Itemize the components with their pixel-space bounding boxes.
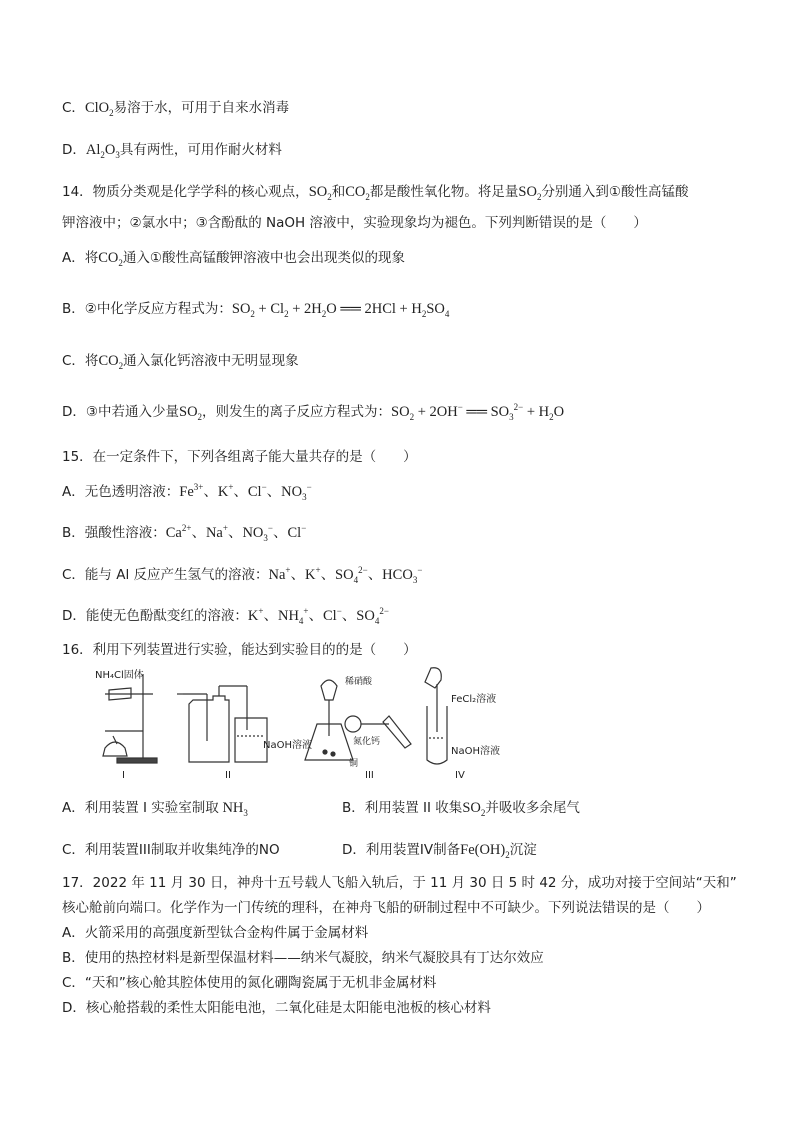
option-text: C．将 — [62, 353, 99, 369]
ions: Na+、K+、$SO_4^{2-}$、$HCO_3^-$ — [268, 565, 423, 585]
formula: $SO_2$ — [518, 184, 542, 202]
formula: ClO$_2$ — [84, 100, 114, 118]
stem-text: 和 — [331, 184, 346, 200]
q13-option-c — [62, 99, 289, 117]
label-II: II — [225, 770, 231, 781]
q17-option-d: D．核心舱搭载的柔性太阳能电池，二氧化硅是太阳能电池板的核心材料 — [62, 1000, 491, 1016]
option-text: D．能使无色酚酞变红的溶液： — [62, 608, 248, 624]
q16-option-c: C．利用装置III制取并收集纯净的NO — [62, 842, 280, 858]
option-text: C．能与 Al 反应产生氢气的溶液： — [62, 567, 269, 583]
option-text: 并吸收多余尾气 — [485, 800, 580, 816]
formula: $SO_2$ — [462, 800, 486, 818]
q14-option-c — [62, 352, 299, 370]
q16-option-a — [62, 799, 248, 817]
formula: $CO_2$ — [98, 353, 124, 371]
option-text: 通入氯化钙溶液中无明显现象 — [123, 353, 299, 369]
apparatus-1 — [103, 674, 157, 763]
option-text: 通入①酸性高锰酸钾溶液中也会出现类似的现象 — [122, 250, 406, 266]
label-III: III — [365, 770, 374, 781]
apparatus-3 — [305, 680, 411, 760]
option-text: B．强酸性溶液： — [62, 525, 166, 541]
q15-stem: 15．在一定条件下，下列各组离子能大量共存的是（ ） — [62, 449, 417, 465]
label-naoh2: NaOH溶液 — [451, 746, 500, 757]
label-copper: 铜 — [349, 759, 359, 769]
formula: $CO_2$ — [98, 250, 123, 268]
option-text: B．②中化学反应方程式为： — [62, 301, 232, 317]
label-nitrogen: 氮化钙 — [353, 737, 381, 747]
option-text: A．无色透明溶液： — [62, 484, 180, 500]
label-fecl2: FeCl₂溶液 — [451, 694, 497, 705]
equation: $SO_2 + Cl_2 + 2H_2O$ ══ $2HCl + H_2SO_4$ — [231, 301, 450, 319]
equation: $SO_2 + 2OH^-$ ══ $SO_3^{2-} + H_2O$ — [391, 402, 565, 422]
option-label: D． — [62, 142, 86, 158]
q16-option-b — [342, 799, 580, 817]
q16-stem: 16．利用下列装置进行实验，能达到实验目的的是（ ） — [62, 642, 417, 658]
q17-option-a: A．火箭采用的高强度新型钛合金构件属于金属材料 — [62, 925, 369, 941]
option-label: C． — [62, 100, 85, 116]
label-IV: IV — [455, 770, 465, 781]
ions: $Ca^{2+}$、Na+、$NO_3^-$、Cl− — [165, 523, 307, 543]
label-dilute-acid: 稀硝酸 — [345, 677, 373, 687]
stem-text: 分别通入到①酸性高锰酸 — [541, 184, 689, 200]
option-text: D．③中若通入少量 — [62, 404, 179, 420]
q17-stem-line1: 17．2022 年 11 月 30 日，神舟十五号载人飞船入轨后，于 11 月 30 日 5 时 42 分，成功对接于空间站“天和” — [62, 875, 737, 891]
q14-option-a — [62, 249, 405, 267]
option-text: 沉淀 — [509, 842, 537, 858]
option-text: 具有两性，可用作耐火材料 — [119, 142, 282, 158]
stem-text: 14．物质分类观是化学学科的核心观点， — [62, 184, 309, 200]
option-text: D．利用装置IV制备 — [342, 842, 461, 858]
ions: $Fe^{3+}$、K+、Cl−、$NO_3^-$ — [179, 482, 312, 502]
option-text: B．利用装置 II 收集 — [342, 800, 463, 816]
q14-option-b — [62, 300, 449, 318]
q15-option-a — [62, 483, 312, 501]
option-text: A．利用装置 I 实验室制取 — [62, 800, 219, 816]
q15-option-c — [62, 566, 422, 584]
q17-stem-line2: 核心舱前向端口。化学作为一门传统的理科，在神舟飞船的研制过程中不可缺少。下列说法错误的是（ ） — [62, 900, 710, 916]
formula: $NH_3$ — [218, 800, 248, 818]
formula: $Fe(OH)_2$ — [460, 842, 510, 860]
option-text: A．将 — [62, 250, 99, 266]
option-text: ，则发生的离子反应方程式为： — [202, 404, 392, 420]
ions: K+、$NH_4^+$、Cl−、$SO_4^{2-}$ — [247, 606, 389, 626]
formula: $Al_2O_3$ — [85, 142, 120, 160]
option-text: 易溶于水，可用于自来水消毒 — [113, 100, 290, 116]
q17-option-b: B．使用的热控材料是新型保温材料——纳米气凝胶，纳米气凝胶具有丁达尔效应 — [62, 950, 544, 966]
apparatus-figure — [95, 666, 525, 788]
apparatus-2 — [177, 686, 267, 762]
label-naoh1: NaOH溶液 — [263, 740, 312, 751]
q15-option-b — [62, 524, 306, 542]
formula: $CO_2$ — [345, 184, 370, 202]
q15-option-d — [62, 607, 389, 625]
q13-option-d — [62, 141, 282, 159]
label-nh4cl: NH₄Cl固体 — [95, 670, 144, 681]
q16-option-d — [342, 841, 537, 859]
q14-option-d — [62, 403, 564, 421]
label-I: I — [122, 770, 125, 781]
stem-text: 都是酸性氧化物。将足量 — [369, 184, 519, 200]
formula: $SO_2$ — [179, 404, 203, 422]
q14-stem-line1 — [62, 183, 689, 201]
q17-option-c: C．“天和”核心舱其腔体使用的氮化硼陶瓷属于无机非金属材料 — [62, 975, 437, 991]
apparatus-4 — [425, 668, 447, 764]
q14-stem-line2: 钾溶液中；②氯水中；③含酚酞的 NaOH 溶液中，实验现象均为褪色。下列判断错误的是（ ） — [62, 215, 647, 231]
formula: $SO_2$ — [308, 184, 332, 202]
